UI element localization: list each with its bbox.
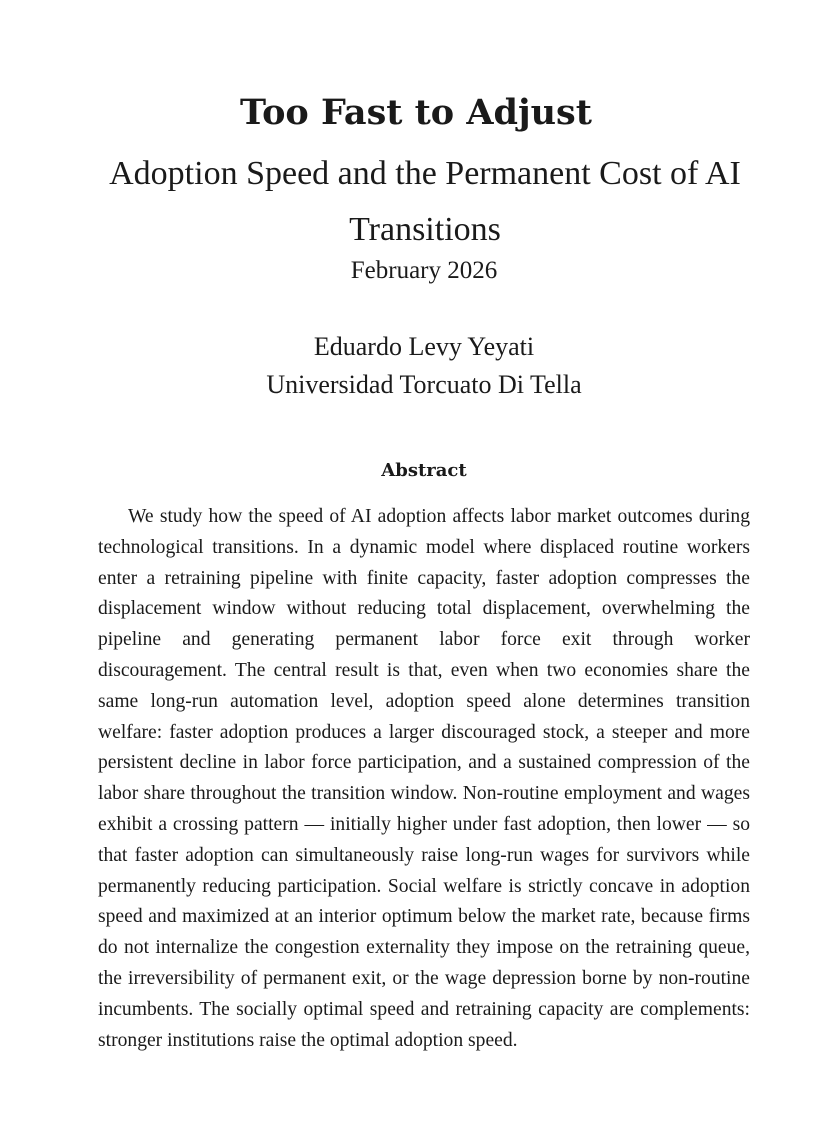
paper-date: February 2026 [350, 257, 498, 284]
abstract-text: We study how the speed of AI adoption affects labor market outcomes during technological transitions. In a dynamic model where displaced routine workers enter a retraining pipeline with finite capacity, faster adoption compresses the displacement window without reducing total displacement, overwhelming the pipeline and generating permanent labor force exit through worker discouragement. The central result is that, even when two economies share the same long-run automation level, adoption speed alone determines transition welfare: faster adoption produces a larger discouraged stock, a steeper and more persistent decline in labor force participation, and a sustained compression of the labor share throughout the transition window. Non-routine employment and wages exhibit a crossing pattern — initially higher under fast adoption, then lower — so that faster adoption can simultaneously raise long-run wages for survivors while permanently reducing participation. Social welfare is strictly concave in adoption speed and maximized at an interior optimum below the market rate, because firms do not internalize the congestion externality they impose on the retraining queue, the irreversibility of permanent exit, or the wage depression borne by non-routine incumbents. The socially optimal speed and retraining capacity are complements: stronger institutions raise the optimal adoption speed. [98, 506, 750, 1051]
paper-subtitle: Adoption Speed and the Permanent Cost of AI Transitions [109, 155, 741, 248]
paper-title: Too Fast to Adjust [240, 92, 592, 133]
author-name: Eduardo Levy Yeyati [313, 332, 535, 361]
abstract-heading: Abstract [381, 460, 467, 481]
author-affiliation: Universidad Torcuato Di Tella [266, 370, 582, 399]
